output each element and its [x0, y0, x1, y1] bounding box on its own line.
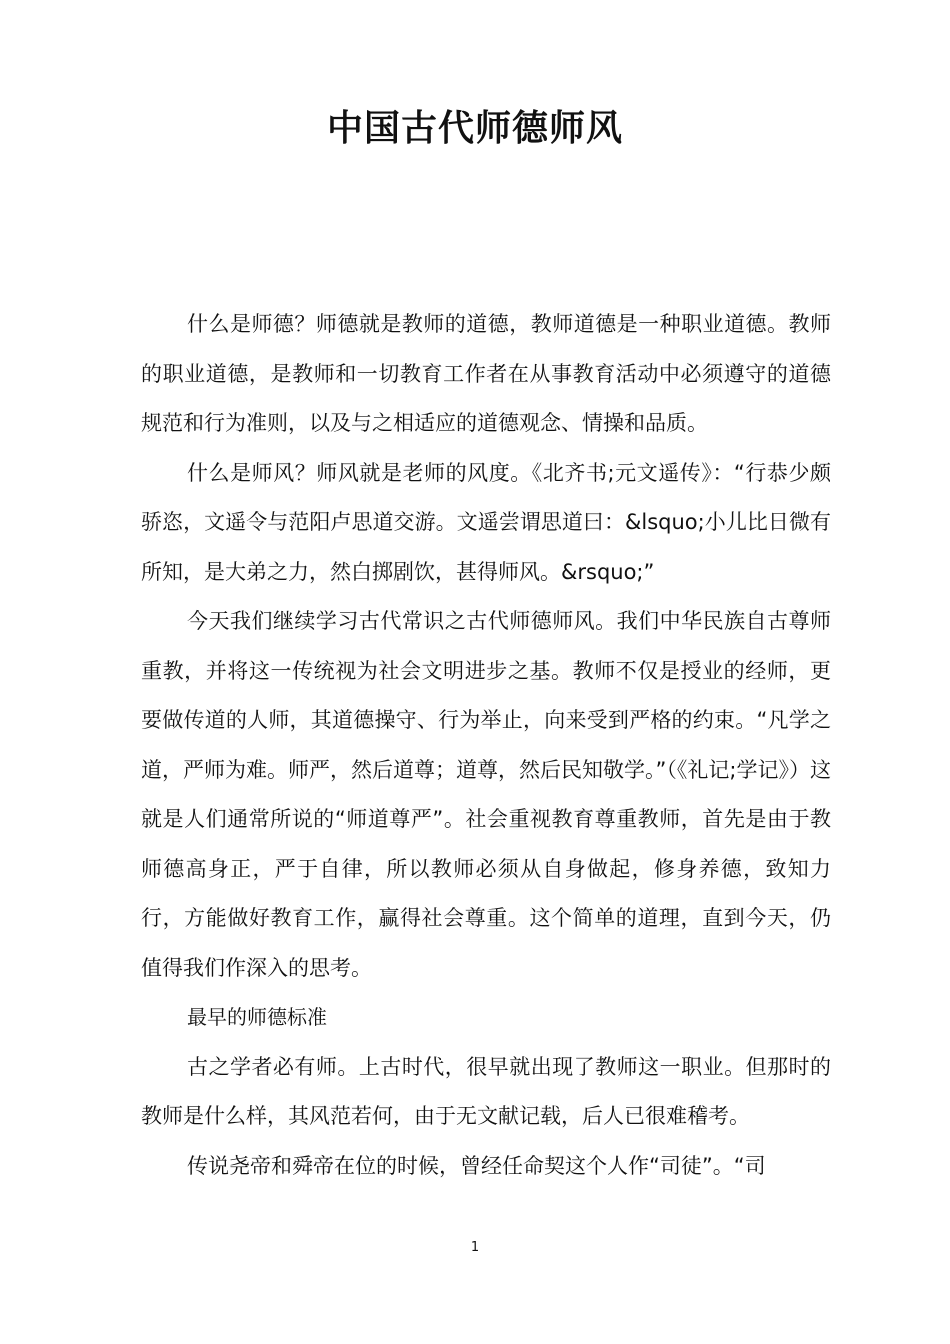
paragraph-shide-definition: 什么是师德？师德就是教师的道德，教师道德是一种职业道德。教师的职业道德，是教师和一切教育工作者在从事教育活动中必须遵守的道德规范和行为准则，以及与之相适应的道德观念、情操和品质。: [141, 312, 831, 435]
paragraph-yao-shun-legend: 传说尧帝和舜帝在位的时候，曾经任命契这个人作“司徒”。“司: [187, 1153, 766, 1178]
paragraph-ancient-teacher-ethics: 今天我们继续学习古代常识之古代师德师风。我们中华民族自古尊师重教，并将这一传统视为社会文明进步之基。教师不仅是授业的经师，更要做传道的人师，其道德操守、行为举止，向来受到严格的约束。“凡学之道，严师为难。师严，然后道尊；道尊，然后民知敬学。”（《礼记;学记》）这就是人们通常所说的“师道尊严”。社会重视教育尊重教师，首先是由于教师德高身正，严于自律，所以教师必须从自身做起，修身养德，致知力行，方能做好教育工作，赢得社会尊重。这个简单的道理，直到今天，仍值得我们作深入的思考。: [141, 609, 831, 980]
page-number: 1: [470, 1240, 480, 1255]
section-heading: 最早的师德标准: [187, 1005, 327, 1029]
paragraph-ancient-scholars: 古之学者必有师。上古时代，很早就出现了教师这一职业。但那时的教师是什么样，其风范若何，由于无文献记载，后人已很难稽考。: [141, 1054, 831, 1128]
document-title: 中国古代师德师风: [326, 108, 623, 149]
document-body: [141, 300, 831, 1191]
paragraph-shifeng-definition: 什么是师风？师风就是老师的风度。《北齐书;元文遥传》：“行恭少颇骄恣，文遥令与范阳卢思道交游。文遥尝谓思道曰：&lsquo;小儿比日微有所知，是大弟之力，然白掷剧饮，甚得师风。&rsquo;”: [141, 460, 831, 584]
